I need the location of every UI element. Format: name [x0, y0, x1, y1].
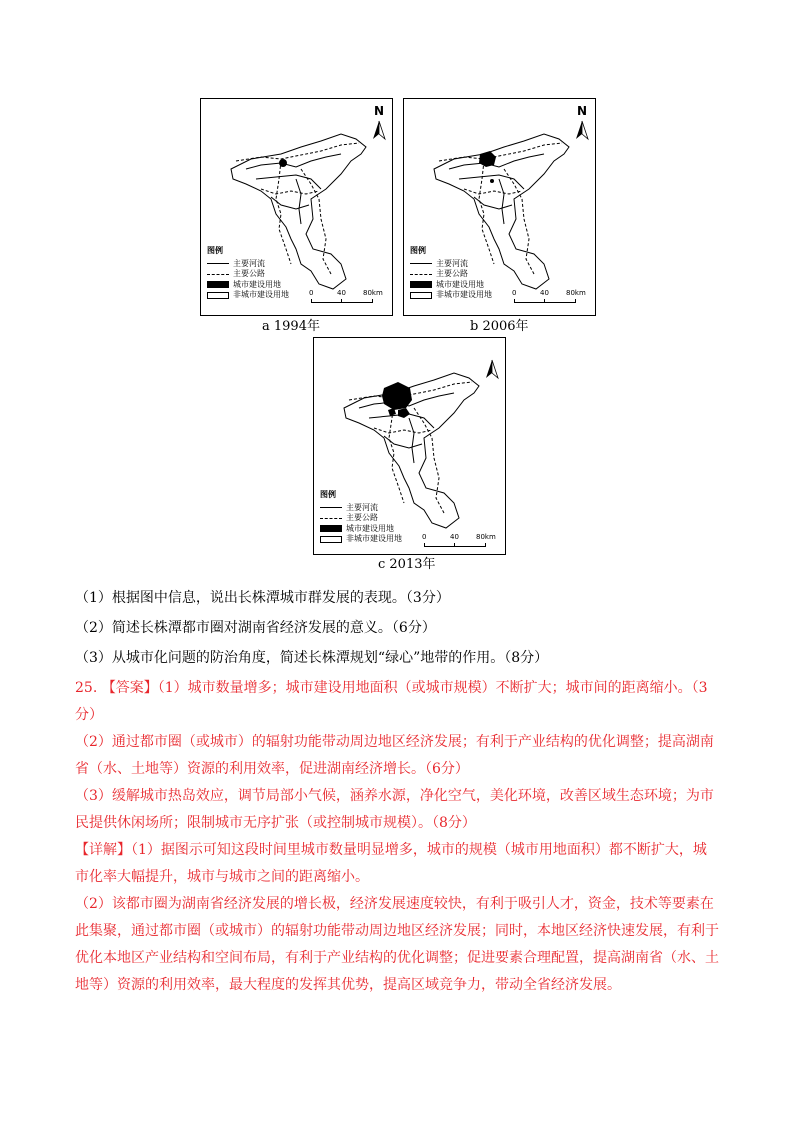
- question-2: （2）简述长株潭都市圈对湖南省经济发展的意义。（6分）: [75, 620, 436, 636]
- answer-line-6: 民提供休闲场所；限制城市无序扩张（或控制城市规模）。（8分）: [75, 815, 476, 831]
- legend-title: 图例: [207, 246, 223, 255]
- legend: [320, 490, 402, 545]
- question-1: （1）根据图中信息，说出长株潭城市群发展的表现。（3分）: [75, 590, 450, 606]
- legend-river: 主要河流: [207, 259, 289, 270]
- legend-nonurban: 非城市建设用地: [320, 534, 402, 545]
- legend-nonurban: 非城市建设用地: [410, 290, 492, 301]
- map-caption-1994: a 1994年: [262, 319, 320, 334]
- legend-nonurban: 非城市建设用地: [207, 290, 289, 301]
- legend-urban: 城市建设用地: [207, 280, 289, 291]
- legend-title: 图例: [320, 490, 336, 499]
- detail-line-5: 优化本地区产业结构和空间布局，有利于产业结构的优化调整；促进要素合理配置，提高湖南省（水、土: [75, 950, 719, 966]
- urban-land-small-2006: [490, 179, 494, 183]
- detail-line-2: 市化率大幅提升，城市与城市之间的距离缩小。: [75, 869, 369, 885]
- north-arrow: [373, 104, 385, 139]
- legend-river: 主要河流: [410, 259, 492, 270]
- detail-line-6: 地等）资源的利用效率，最大程度的发挥其优势，提高区域竞争力，带动全省经济发展。: [75, 977, 621, 993]
- question-3: （3）从城市化问题的防治角度，简述长株潭规划“绿心”地带的作用。（8分）: [75, 650, 549, 666]
- north-arrow: [576, 104, 588, 139]
- legend-urban: 城市建设用地: [320, 524, 402, 535]
- legend-urban: 城市建设用地: [410, 280, 492, 291]
- urban-land-changsha-2006: [479, 151, 496, 167]
- legend-road: 主要公路: [320, 513, 402, 524]
- legend-river: 主要河流: [320, 503, 402, 514]
- map-2006: N 图例 主要河流 主要公路 城市建设用地 非城市建设用地 0 40 80km: [403, 98, 596, 316]
- detail-line-1: 【详解】（1）据图示可知这段时间里城市数量明显增多，城市的规模（城市用地面积）都不断扩大，城: [75, 842, 707, 858]
- answer-line-5: （3）缓解城市热岛效应，调节局部小气候，涵养水源，净化空气，美化环境，改善区域生态环境；为市: [75, 788, 714, 804]
- map-caption-2013: c 2013年: [378, 557, 436, 572]
- answer-line-3: （2）通过都市圈（或城市）的辐射功能带动周边地区经济发展；有利于产业结构的优化调整；提高湖南: [75, 734, 714, 750]
- urban-land-changsha-2013: [382, 382, 412, 410]
- legend: [410, 246, 492, 301]
- legend-title: 图例: [410, 246, 426, 255]
- answer-line-4: 省（水、土地等）资源的利用效率，促进湖南经济增长。（6分）: [75, 761, 469, 777]
- detail-line-4: 此集聚，通过都市圈（或城市）的辐射功能带动周边地区经济发展；同时，本地区经济快速发展，有利于: [75, 923, 719, 939]
- detail-line-3: （2）该都市圈为湖南省经济发展的增长极，经济发展速度较快，有利于吸引人才，资金，技术等要素在: [75, 896, 714, 912]
- legend-road: 主要公路: [207, 269, 289, 280]
- map-2013: 图例 主要河流 主要公路 城市建设用地 非城市建设用地 0 40 80km: [313, 337, 506, 555]
- svg-text:N: N: [577, 104, 588, 118]
- legend-road: 主要公路: [410, 269, 492, 280]
- answer-block: [75, 675, 735, 999]
- answer-line-2: 分）: [75, 707, 103, 723]
- north-arrow: [486, 360, 498, 378]
- legend: [207, 246, 289, 301]
- map-1994: N 图例 主要河流 主要公路 城市建设用地 非城市建设用地 0 40 80km: [200, 98, 393, 316]
- answer-line-1: 25. 【答案】（1）城市数量增多；城市建设用地面积（或城市规模）不断扩大；城市间的距离缩小。（3: [75, 680, 708, 696]
- svg-text:N: N: [374, 104, 385, 118]
- urban-land-changsha-1994: [279, 159, 287, 167]
- urban-land-zhuzhou-2013: [398, 408, 410, 418]
- map-caption-2006: b 2006年: [470, 319, 529, 334]
